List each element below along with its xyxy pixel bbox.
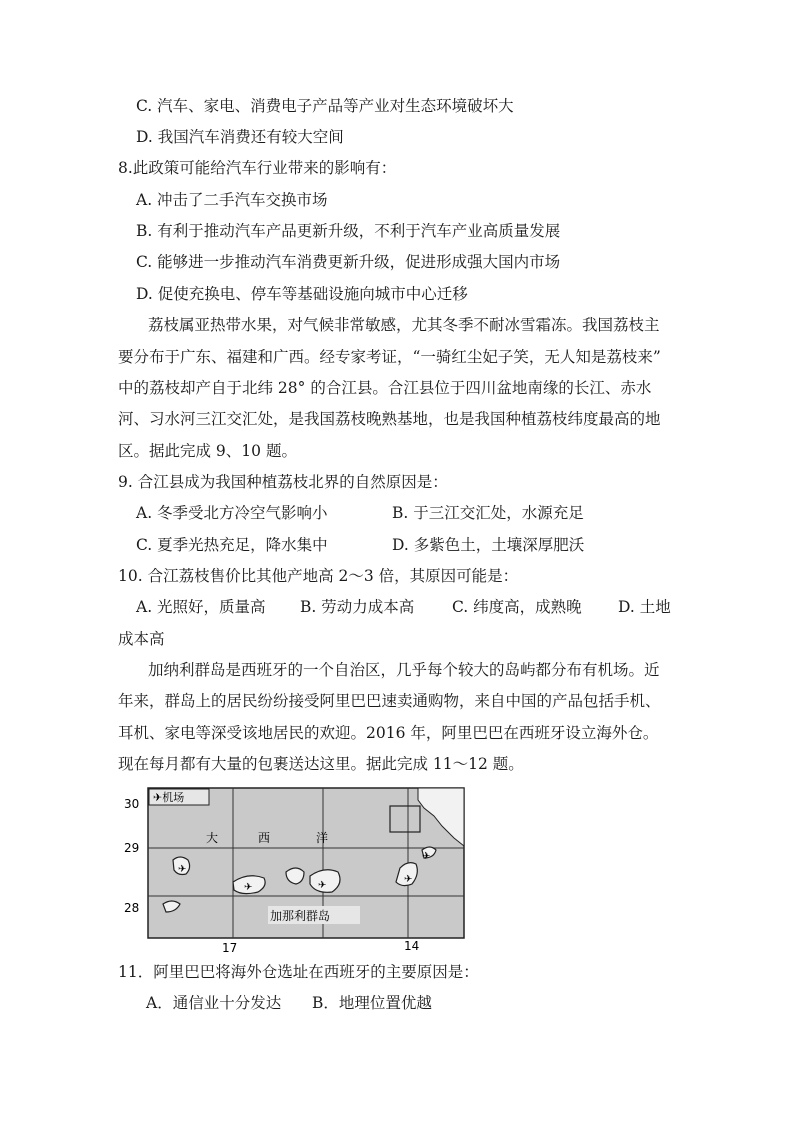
q11-option-a: A．通信业十分发达	[146, 994, 282, 1012]
airport-icon: ✈	[318, 880, 327, 891]
q11-stem: 11．阿里巴巴将海外仓选址在西班牙的主要原因是：	[118, 963, 479, 981]
q9-stem: 9. 合江县成为我国种植荔枝北界的自然原因是：	[118, 473, 448, 491]
lon-label-14: 14	[404, 939, 420, 953]
lat-label-29: 29	[124, 841, 140, 855]
canary-islands-map	[118, 786, 468, 956]
q8-option-c: C. 能够进一步推动汽车消费更新升级，促进形成强大国内市场	[136, 253, 561, 271]
litchi-passage-line-1: 荔枝属亚热带水果，对气候非常敏感，尤其冬季不耐冰雪霜冻。我国荔枝主	[148, 316, 660, 334]
airport-icon: ✈	[244, 882, 253, 893]
q8-option-d: D. 促使充换电、停车等基础设施向城市中心迁移	[136, 285, 468, 303]
q9-option-a: A. 冬季受北方冷空气影响小	[136, 504, 328, 522]
ocean-label-char-2: 西	[258, 831, 271, 845]
q9-option-c: C. 夏季光热充足，降水集中	[136, 536, 328, 554]
q10-option-d-continued: 成本高	[118, 630, 165, 648]
q11-option-b: B．地理位置优越	[312, 994, 432, 1012]
q10-option-d: D. 土地	[618, 598, 671, 616]
litchi-passage-line-3: 中的荔枝却产自于北纬 28° 的合江县。合江县位于四川盆地南缘的长江、赤水	[118, 379, 652, 397]
ocean-label-char-3: 洋	[316, 831, 329, 845]
airport-icon: ✈	[404, 874, 413, 885]
lat-label-28: 28	[124, 901, 140, 915]
q10-option-c: C. 纬度高，成熟晚	[452, 598, 582, 616]
airport-icon: ✈	[178, 864, 187, 875]
lat-label-30: 30	[124, 797, 140, 811]
canary-passage-line-4: 现在每月都有大量的包裹送达这里。据此完成 11～12 题。	[118, 755, 524, 773]
q9-option-b: B. 于三江交汇处，水源充足	[392, 504, 584, 522]
q8-option-a: A. 冲击了二手汽车交换市场	[136, 191, 328, 209]
q10-option-a: A. 光照好，质量高	[136, 598, 266, 616]
island-group-label: 加那利群岛	[270, 909, 331, 923]
q10-stem: 10. 合江荔枝售价比其他产地高 2～3 倍，其原因可能是：	[118, 567, 519, 585]
lon-label-17: 17	[222, 941, 238, 955]
q10-option-b: B. 劳动力成本高	[300, 598, 415, 616]
q8-option-b: B. 有利于推动汽车产品更新升级，不利于汽车产业高质量发展	[136, 222, 561, 240]
litchi-passage-line-5: 区。据此完成 9、10 题。	[118, 442, 297, 460]
litchi-passage-line-4: 河、习水河三江交汇处，是我国荔枝晚熟基地，也是我国种植荔枝纬度最高的地	[118, 410, 661, 428]
legend-airport: ✈机场	[153, 791, 185, 804]
canary-passage-line-2: 年来，群岛上的居民纷纷接受阿里巴巴速卖通购物，来自中国的产品包括手机、	[118, 692, 661, 710]
canary-passage-line-1: 加纳利群岛是西班牙的一个自治区，几乎每个较大的岛屿都分布有机场。近	[148, 661, 660, 679]
canary-passage-line-3: 耳机、家电等深受该地居民的欢迎。2016 年，阿里巴巴在西班牙设立海外仓。	[118, 724, 659, 742]
q7-option-c: C. 汽车、家电、消费电子产品等产业对生态环境破坏大	[136, 97, 514, 115]
q9-option-d: D. 多紫色土，土壤深厚肥沃	[392, 536, 585, 554]
q8-stem: 8.此政策可能给汽车行业带来的影响有：	[118, 159, 397, 177]
q7-option-d: D. 我国汽车消费还有较大空间	[136, 128, 344, 146]
litchi-passage-line-2: 要分布于广东、福建和广西。经专家考证，“一骑红尘妃子笑，无人知是荔枝来”	[118, 348, 661, 366]
airport-icon: ✈	[422, 851, 431, 862]
ocean-label-char-1: 大	[206, 831, 219, 845]
